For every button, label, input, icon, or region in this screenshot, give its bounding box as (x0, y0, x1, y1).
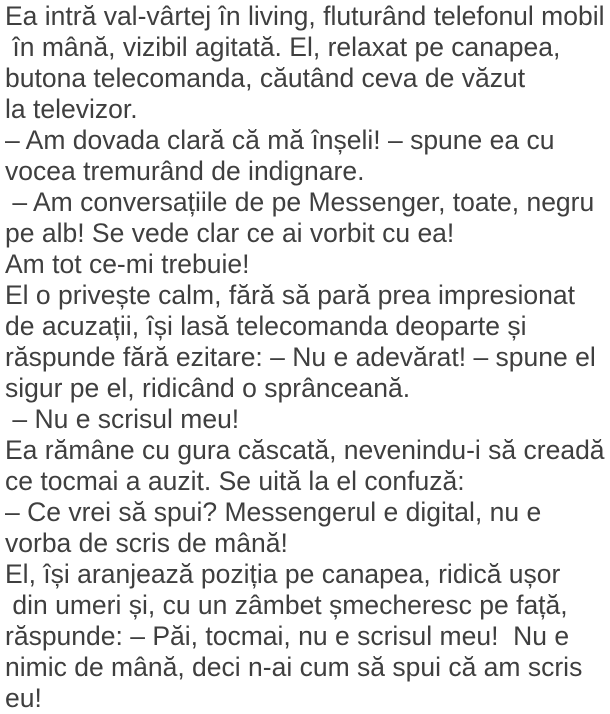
text-line: din umeri și, cu un zâmbet șmecheresc pe față, (5, 590, 568, 620)
text-line: răspunde fără ezitare: – Nu e adevărat! – spune el (5, 342, 596, 372)
text-line: vorba de scris de mână! (5, 528, 288, 558)
text-line: – Am conversațiile de pe Messenger, toate, negru (5, 187, 595, 217)
text-line: – Am dovada clară că mă înșeli! – spune ea cu (5, 125, 555, 155)
text-line: – Ce vrei să spui? Messengerul e digital, nu e (5, 497, 542, 527)
text-line: butona telecomanda, căutând ceva de văzut (5, 63, 526, 93)
text-line: în mână, vizibil agitată. El, relaxat pe canapea, (5, 32, 561, 62)
text-line: eu! (5, 683, 42, 713)
text-line: Ea rămâne cu gura căscată, nevenindu-i să creadă (5, 435, 605, 465)
text-line: ce tocmai a auzit. Se uită la el confuză: (5, 466, 465, 496)
text-line: pe alb! Se vede clar ce ai vorbit cu ea! (5, 218, 455, 248)
text-line: sigur pe el, ridicând o sprânceană. (5, 373, 411, 403)
text-line: El, își aranjează poziția pe canapea, ridică ușor (5, 559, 561, 589)
text-line: Am tot ce-mi trebuie! (5, 249, 250, 279)
text-line: nimic de mână, deci n-ai cum să spui că am scris (5, 652, 583, 682)
text-line: El o privește calm, fără să pară prea impresionat (5, 280, 576, 310)
text-line: de acuzații, își lasă telecomanda deoparte și (5, 311, 527, 341)
text-line: Ea intră val-vârtej în living, fluturând telefonul mobil (5, 1, 605, 31)
text-line: la televizor. (5, 94, 138, 124)
text-line: – Nu e scrisul meu! (5, 404, 240, 434)
text-line: vocea tremurând de indignare. (5, 156, 365, 186)
text-line: răspunde: – Păi, tocmai, nu e scrisul meu! Nu e (5, 621, 570, 651)
